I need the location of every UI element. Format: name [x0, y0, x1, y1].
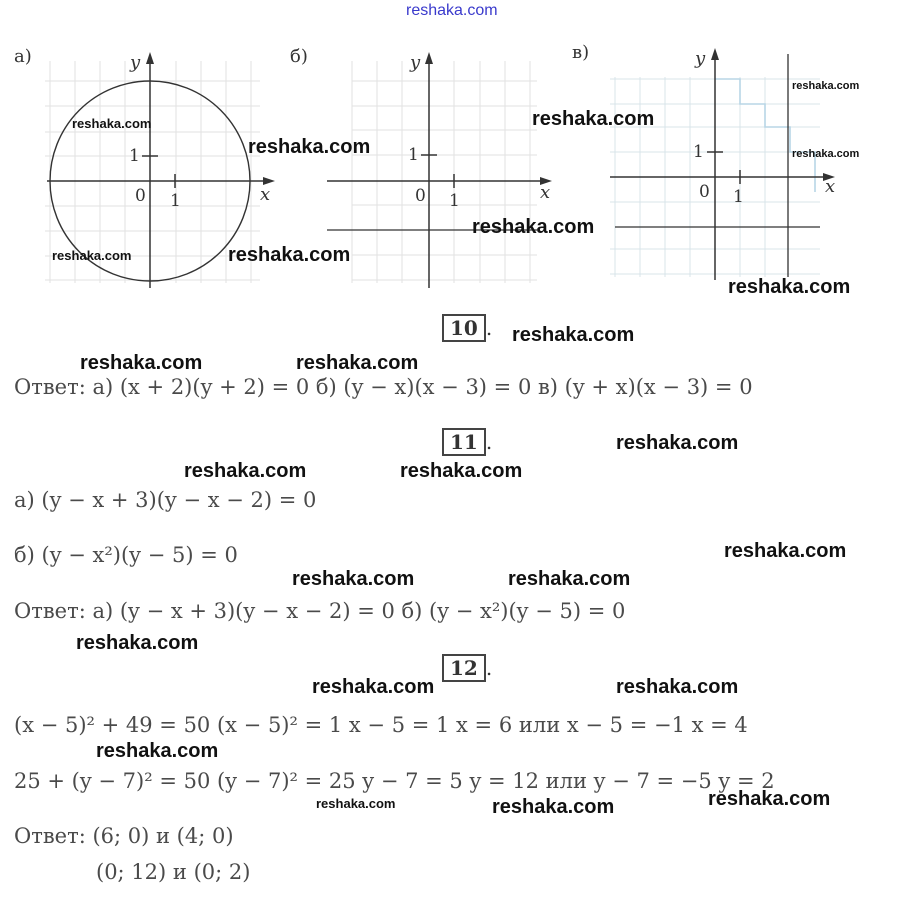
watermark: reshaka.com	[316, 796, 396, 811]
watermark: reshaka.com	[80, 352, 203, 374]
task-12-answer-1: Ответ: (6; 0) и (4; 0)	[14, 824, 234, 848]
graph-b-label: б)	[290, 46, 308, 67]
graph-b-x-label: x	[540, 182, 551, 203]
graph-a-origin: 0	[135, 186, 146, 206]
watermark: reshaka.com	[492, 796, 615, 818]
watermark: reshaka.com	[72, 116, 152, 131]
graph-b-tick-x: 1	[449, 191, 460, 211]
watermark: reshaka.com	[400, 460, 523, 482]
task-10-answer: Ответ: а) (x + 2)(y + 2) = 0 б) (y − x)(x − 3) = 0 в) (y + x)(x − 3) = 0	[14, 375, 753, 399]
graph-c-tick-y: 1	[693, 142, 704, 162]
watermark: reshaka.com	[724, 540, 847, 562]
task-11-line-b: б) (y − x²)(y − 5) = 0	[14, 543, 238, 567]
graph-c	[605, 42, 845, 282]
graph-b-y-label: y	[410, 52, 421, 73]
watermark: reshaka.com	[228, 244, 351, 266]
watermark: reshaka.com	[292, 568, 415, 590]
watermark: reshaka.com	[472, 216, 595, 238]
graph-c-x-label: x	[825, 176, 836, 197]
graph-b-tick-y: 1	[408, 145, 419, 165]
watermark: reshaka.com	[512, 324, 635, 346]
watermark: reshaka.com	[312, 676, 435, 698]
watermark: reshaka.com	[96, 740, 219, 762]
task-10-number: 10 .	[442, 316, 492, 340]
task-12-line-1: (x − 5)² + 49 = 50 (x − 5)² = 1 x − 5 = 1 x = 6 или x − 5 = −1 x = 4	[14, 713, 748, 737]
watermark: reshaka.com	[708, 788, 831, 810]
task-12-line-2: 25 + (y − 7)² = 50 (y − 7)² = 25 y − 7 = 5 y = 12 или y − 7 = −5 y = 2	[14, 769, 775, 793]
graph-a-tick-x: 1	[170, 191, 181, 211]
watermark: reshaka.com	[508, 568, 631, 590]
task-11-line-a: а) (y − x + 3)(y − x − 2) = 0	[14, 488, 317, 512]
watermark: reshaka.com	[792, 148, 860, 160]
graph-c-y-label: y	[695, 48, 706, 69]
watermark: reshaka.com	[728, 276, 851, 298]
task-12-number: 12 .	[442, 656, 492, 680]
task-12-answer-2: (0; 12) и (0; 2)	[96, 860, 251, 884]
graph-c-label: в)	[572, 42, 590, 63]
watermark: reshaka.com	[52, 248, 132, 263]
graph-a-tick-y: 1	[129, 146, 140, 166]
watermark: reshaka.com	[248, 136, 371, 158]
graph-b	[322, 48, 562, 288]
graph-c-origin: 0	[699, 182, 710, 202]
site-header[interactable]: reshaka.com	[406, 2, 498, 19]
watermark: reshaka.com	[792, 80, 860, 92]
watermark: reshaka.com	[296, 352, 419, 374]
task-11-number: 11 .	[442, 430, 492, 454]
graph-b-origin: 0	[415, 186, 426, 206]
task-11-answer: Ответ: а) (y − x + 3)(y − x − 2) = 0 б) (y − x²)(y − 5) = 0	[14, 599, 626, 623]
graph-a-label: а)	[14, 46, 32, 67]
watermark: reshaka.com	[616, 676, 739, 698]
graph-a-x-label: x	[260, 184, 271, 205]
graph-c-tick-x: 1	[733, 187, 744, 207]
watermark: reshaka.com	[76, 632, 199, 654]
watermark: reshaka.com	[184, 460, 307, 482]
graph-a-y-label: y	[130, 52, 141, 73]
watermark: reshaka.com	[616, 432, 739, 454]
watermark: reshaka.com	[532, 108, 655, 130]
